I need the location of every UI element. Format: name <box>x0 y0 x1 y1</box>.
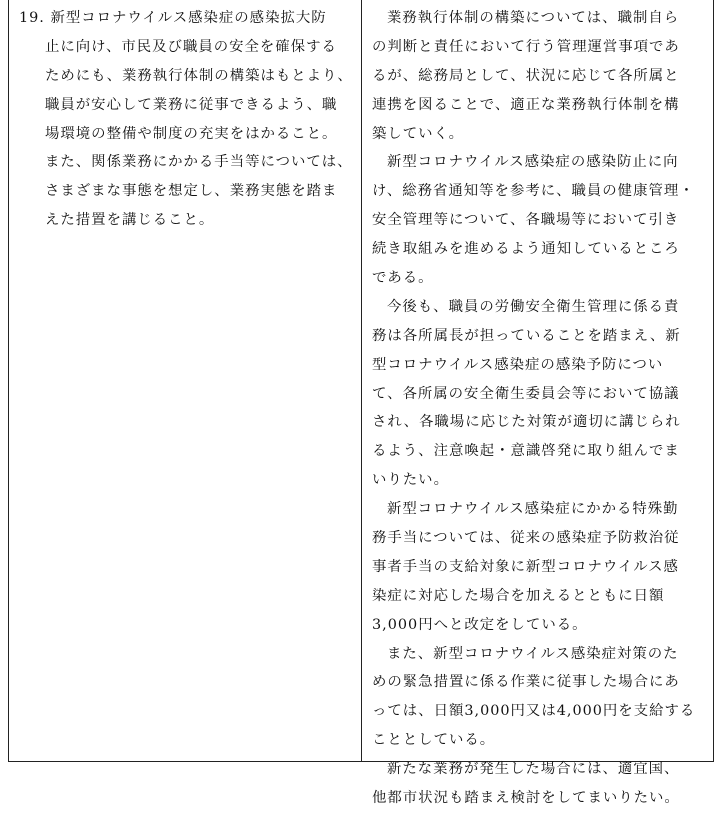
response-line: 型コロナウイルス感染症の感染予防につい <box>372 356 664 373</box>
response-line: である。 <box>372 270 434 287</box>
response-line: めの緊急措置に係る作業に従事した場合にあ <box>372 674 680 691</box>
response-line: 続き取組みを進めるよう通知しているところ <box>372 241 680 258</box>
request-number: 19. <box>19 10 45 26</box>
response-line: 安全管理等について、各職場等において引き <box>372 212 680 229</box>
response-line: 業務執行体制の構築については、職制自ら <box>387 10 680 26</box>
request-line: 場環境の整備や制度の充実をはかること。 <box>45 125 338 142</box>
request-line: さまざまな事態を想定し、業務実態を踏ま <box>45 183 338 200</box>
response-line: 今後も、職員の労働安全衛生管理に係る責 <box>387 298 680 315</box>
response-line: っては、日額3,000円又は4,000円を支給する <box>372 703 696 720</box>
response-line: 築していく。 <box>372 125 465 142</box>
response-line: いりたい。 <box>372 472 449 489</box>
document-table <box>8 0 714 807</box>
request-line: ためにも、業務執行体制の構築はもとより、 <box>45 67 353 84</box>
request-column <box>9 0 361 235</box>
request-line: 19. 新型コロナウイルス感染症の感染拡大防 <box>19 10 327 26</box>
response-line: るよう、注意喚起・意識啓発に取り組んでま <box>372 443 680 460</box>
response-line: 務手当については、従来の感染症予防救治従 <box>372 530 680 547</box>
response-line: て、各所属の安全衛生委員会等において協議 <box>372 385 680 402</box>
response-line: 他都市状況も踏まえ検討をしてまいりたい。 <box>372 790 680 807</box>
response-line: 染症に対応した場合を加えるとともに日額 <box>372 587 665 604</box>
response-line: され、各職場に応じた対策が適切に講じられ <box>372 414 681 431</box>
response-line: 務は各所属長が担っていることを踏まえ、新 <box>372 327 681 344</box>
response-line: 3,000円へと改定をしている。 <box>372 616 588 633</box>
request-line: 職員が安心して業務に従事できるよう、職 <box>45 96 338 113</box>
response-line: 連携を図ることで、適正な業務執行体制を構 <box>372 96 680 113</box>
response-line: 新たな業務が発生した場合には、適宜国、 <box>387 761 680 778</box>
response-line: 新型コロナウイルス感染症にかかる特殊勤 <box>387 501 679 518</box>
response-line: 事者手当の支給対象に新型コロナウイルス感 <box>372 558 679 575</box>
response-line: の判断と責任において行う管理運営事項であ <box>372 38 680 55</box>
response-line: るが、総務局として、状況に応じて各所属と <box>372 67 680 84</box>
response-column <box>362 0 714 813</box>
request-line: また、関係業務にかかる手当等については、 <box>45 154 353 171</box>
response-line: け、総務省通知等を参考に、職員の健康管理・ <box>372 183 695 200</box>
response-line: また、新型コロナウイルス感染症対策のた <box>387 645 679 662</box>
response-line: こととしている。 <box>372 732 496 749</box>
request-line: えた措置を講じること。 <box>45 212 215 229</box>
request-line: 止に向け、市民及び職員の安全を確保する <box>45 38 337 55</box>
response-line: 新型コロナウイルス感染症の感染防止に向 <box>387 154 679 171</box>
